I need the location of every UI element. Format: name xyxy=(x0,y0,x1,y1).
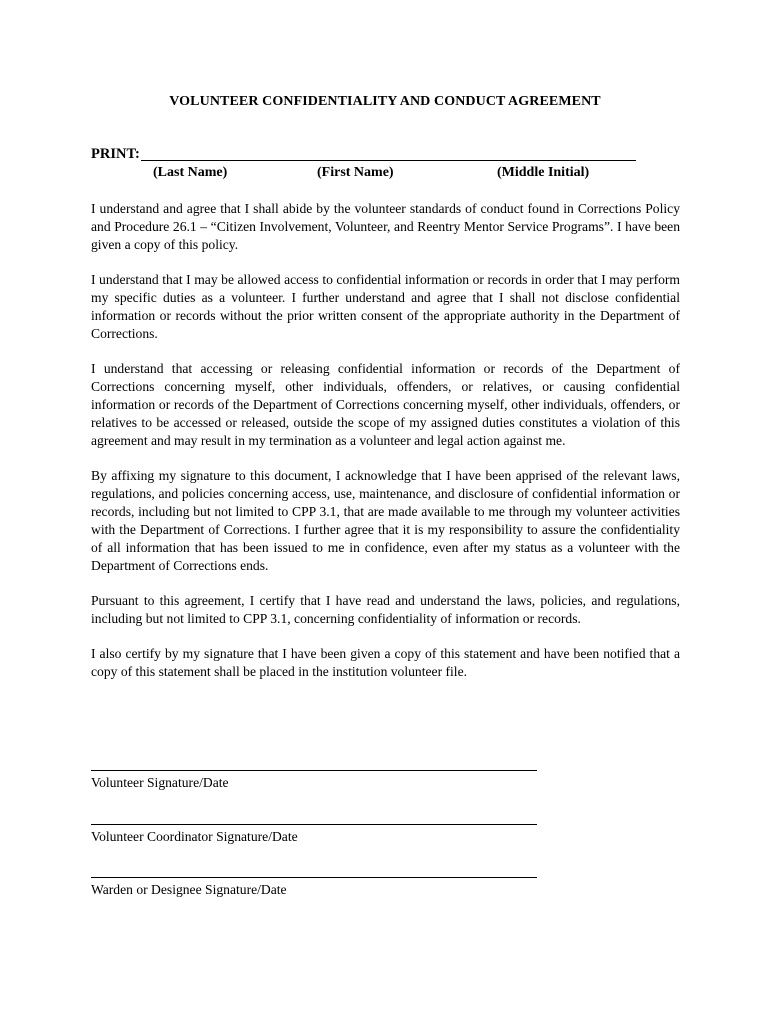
coordinator-signature-block[interactable] xyxy=(91,824,537,845)
paragraph-violation-consequences: I understand that accessing or releasing confidential information or records of the Department of Corrections concerning myself, other individuals, offenders, or relatives, or causing confidential information or records of the Department of Corrections concerning myself, other individuals, offenders, or relatives to be accessed or released, outside the scope of my assigned duties constitutes a violation of this agreement and may result in my termination as a volunteer and legal action against me. xyxy=(91,361,680,448)
signature-line xyxy=(91,770,537,771)
agreement-body xyxy=(91,200,680,698)
paragraph-policy-acknowledgement: I understand and agree that I shall abide by the volunteer standards of conduct found in Corrections Policy and Procedure 26.1 – “Citizen Involvement, Volunteer, and Reentry Mentor Service Programs”. I have been given a copy of this policy. xyxy=(91,201,680,252)
print-label: PRINT: xyxy=(91,146,140,162)
signature-label: Warden or Designee Signature/Date xyxy=(91,882,287,897)
print-name-field[interactable] xyxy=(91,146,636,164)
signature-label: Volunteer Coordinator Signature/Date xyxy=(91,829,298,844)
first-name-label: (First Name) xyxy=(317,165,394,180)
middle-initial-label: (Middle Initial) xyxy=(497,165,590,180)
document-title: VOLUNTEER CONFIDENTIALITY AND CONDUCT AGREEMENT xyxy=(169,94,601,109)
paragraph-access-to-information: I understand that I may be allowed access to confidential information or records in order that I may perform my specific duties as a volunteer. I further understand and agree that I shall not disclose confidential information or records without the prior written consent of the appropriate authority in the Department of Corrections. xyxy=(91,272,680,341)
print-name-line xyxy=(141,160,636,161)
signature-line xyxy=(91,824,537,825)
name-labels xyxy=(0,165,770,183)
volunteer-signature-block[interactable] xyxy=(91,770,537,791)
paragraph-signature-acknowledgement: By affixing my signature to this document, I acknowledge that I have been apprised of the relevant laws, regulations, and policies concerning access, use, maintenance, and disclosure of confidential information or records, including but not limited to CPP 3.1, that are made available to me through my volunteer activities with the Department of Corrections. I further agree that it is my responsibility to assure the confidentiality of all information that has been issued to me in confidence, even after my status as a volunteer with the Department of Corrections ends. xyxy=(91,468,680,573)
signature-label: Volunteer Signature/Date xyxy=(91,775,229,790)
last-name-label: (Last Name) xyxy=(153,165,228,180)
warden-signature-block[interactable] xyxy=(91,877,537,898)
paragraph-certification: Pursuant to this agreement, I certify that I have read and understand the laws, policies, and regulations, including but not limited to CPP 3.1, concerning confidentiality of information or records. xyxy=(91,593,680,626)
signature-line xyxy=(91,877,537,878)
paragraph-copy-notice: I also certify by my signature that I have been given a copy of this statement and have been notified that a copy of this statement shall be placed in the institution volunteer file. xyxy=(91,646,680,679)
